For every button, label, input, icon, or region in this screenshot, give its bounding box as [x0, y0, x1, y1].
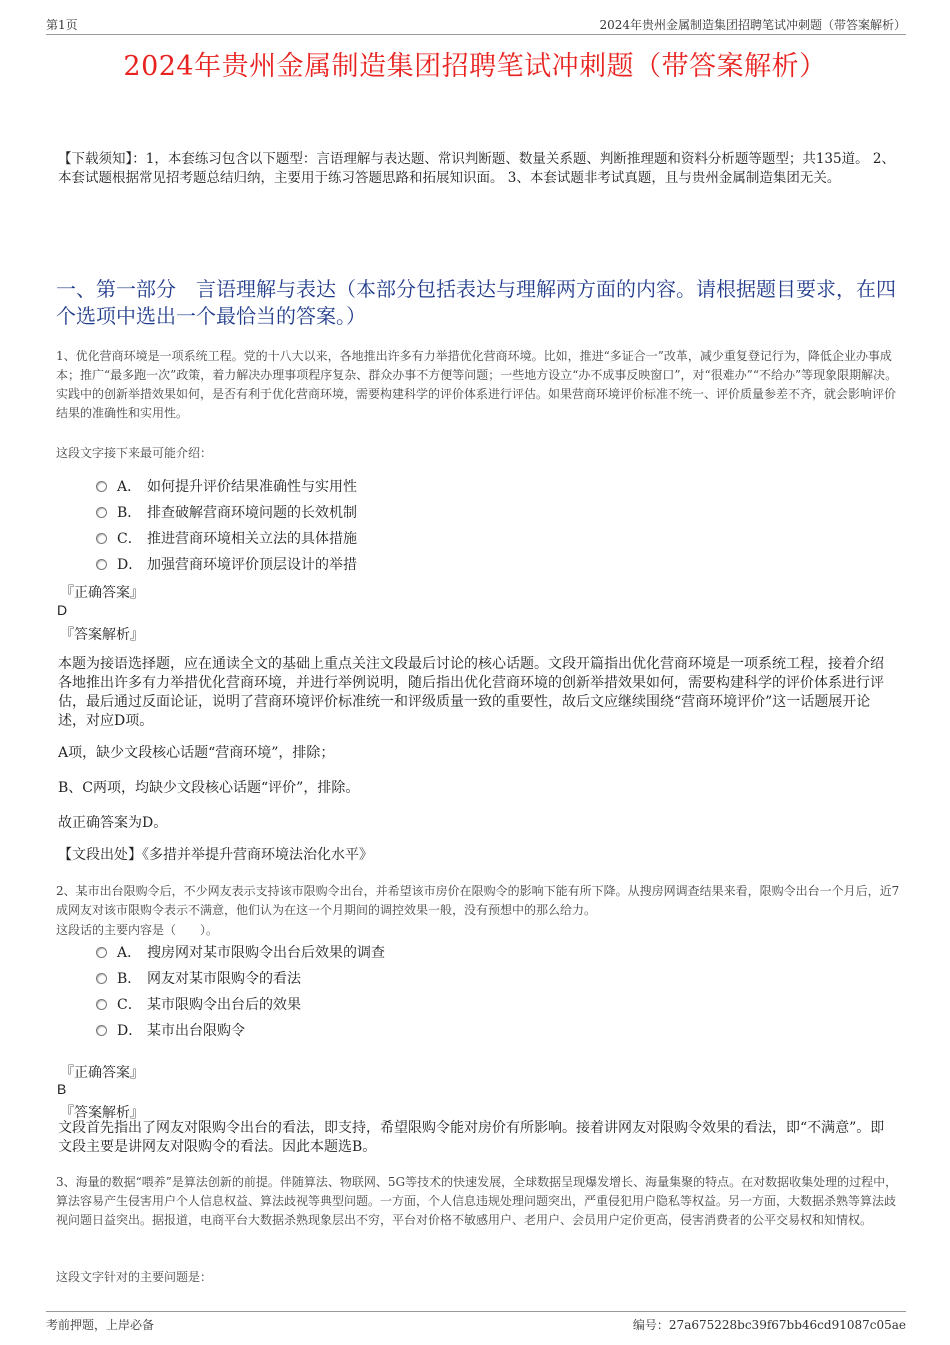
analysis-conclusion: 故正确答案为D。	[58, 815, 168, 831]
correct-answer-value: B	[57, 1081, 67, 1097]
radio-icon[interactable]	[96, 973, 107, 984]
page-header	[46, 14, 906, 35]
option-d[interactable]: D． 某市出台限购令	[96, 1017, 385, 1043]
header-doc-title: 2024年贵州金属制造集团招聘笔试冲刺题（带答案解析）	[599, 18, 906, 32]
radio-icon[interactable]	[96, 559, 107, 570]
page-number: 第1页	[46, 18, 78, 32]
footer-slogan: 考前押题，上岸必备	[46, 1318, 155, 1332]
question-2-text: 2、某市出台限购令后，不少网友表示支持该市限购令出台，并希望该市房价在限购令的影响下能有所下降。从搜房网调查结果来看，限购令出台一个月后，近7成网友对该市限购令表示不满意，他们认为在这一个月期间的调控效果一般，没有预想中的那么给力。	[56, 884, 900, 917]
analysis-note-bc: B、C两项，均缺少文段核心话题“评价”，排除。	[58, 780, 360, 796]
analysis-label: 『答案解析』	[60, 627, 144, 643]
source-citation: 【文段出处】《多措并举提升营商环境法治化水平》	[58, 847, 373, 863]
question-3-text: 3、海量的数据“喂养”是算法创新的前提。伴随算法、物联网、5G等技术的快速发展，全球数据呈现爆发增长、海量集聚的特点。在对数据收集处理的过程中，算法容易产生侵害用户个人信息权益、算法歧视等典型问题。一方面，个人信息违规处理问题突出，严重侵犯用户隐私等权益。另一方面，大数据杀熟等算法歧视问题日益突出。据报道，电商平台大数据杀熟现象层出不穷，平台对价格不敏感用户、老用户、会员用户定价更高，侵害消费者的公平交易权和知情权。	[56, 1175, 898, 1227]
radio-icon[interactable]	[96, 999, 107, 1010]
option-b[interactable]: B． 排查破解营商环境问题的长效机制	[96, 499, 357, 525]
question-2-options	[96, 939, 385, 1043]
option-a[interactable]: A． 搜房网对某市限购令出台后效果的调查	[96, 939, 385, 965]
question-2-analysis: 文段首先指出了网友对限购令出台的看法，即支持，希望限购令能对房价有所影响。接着讲网友对限购令效果的看法，即“不满意”。即文段主要是讲网友对限购令的看法。因此本题选B。	[58, 1120, 885, 1155]
analysis-label: 『答案解析』	[60, 1105, 144, 1121]
radio-icon[interactable]	[96, 1025, 107, 1036]
radio-icon[interactable]	[96, 507, 107, 518]
analysis-note-a: A项，缺少文段核心话题“营商环境”，排除；	[58, 745, 335, 761]
correct-answer-label: 『正确答案』	[60, 585, 144, 601]
document-title: 2024年贵州金属制造集团招聘笔试冲刺题（带答案解析）	[123, 51, 827, 82]
correct-answer-label: 『正确答案』	[60, 1065, 144, 1081]
option-b[interactable]: B． 网友对某市限购令的看法	[96, 965, 385, 991]
option-c[interactable]: C． 推进营商环境相关立法的具体措施	[96, 525, 357, 551]
question-1-text: 1、优化营商环境是一项系统工程。党的十八大以来，各地推出许多有力举措优化营商环境。比如，推进“多证合一”改革，减少重复登记行为，降低企业办事成本；推广“最多跑一次”政策，着力解决办理事项程序复杂、群众办事不方便等问题；一些地方设立“办不成事反映窗口”，对“很难办”“不给办”等现象限期解决。实践中的创新举措效果如何，是否有利于优化营商环境，需要构建科学的评价体系进行评估。如果营商环境评价标准不统一、评价质量参差不齐，就会影响评价结果的准确性和实用性。	[56, 349, 898, 420]
question-1-options	[96, 473, 357, 577]
radio-icon[interactable]	[96, 947, 107, 958]
radio-icon[interactable]	[96, 533, 107, 544]
question-3-prompt: 这段文字针对的主要问题是：	[56, 1270, 213, 1284]
question-2-prompt: 这段话的主要内容是（ ）。	[56, 923, 219, 937]
radio-icon[interactable]	[96, 481, 107, 492]
option-d[interactable]: D． 加强营商环境评价顶层设计的举措	[96, 551, 357, 577]
download-notice: 【下载须知】：1，本套练习包含以下题型：言语理解与表达题、常识判断题、数量关系题、判断推理题和资料分析题等题型；共135道。 2、本套试题根据常见招考题总结归纳，主要用于练习答题思路和拓展知识面。 3、本套试题非考试真题，且与贵州金属制造集团无关。	[58, 151, 895, 186]
question-1-prompt: 这段文字接下来最可能介绍：	[56, 446, 213, 460]
section-heading: 一、第一部分 言语理解与表达（本部分包括表达与理解两方面的内容。请根据题目要求，在四个选项中选出一个最恰当的答案。）	[56, 277, 896, 328]
option-a[interactable]: A． 如何提升评价结果准确性与实用性	[96, 473, 357, 499]
page-footer	[46, 1311, 906, 1334]
option-c[interactable]: C． 某市限购令出台后的效果	[96, 991, 385, 1017]
correct-answer-value: D	[57, 602, 68, 618]
document-code: 编号：27a675228bc39f67bb46cd91087c05ae	[632, 1318, 906, 1332]
question-1-analysis: 本题为接语选择题，应在通读全文的基础上重点关注文段最后讨论的核心话题。文段开篇指出优化营商环境是一项系统工程，接着介绍各地推出许多有力举措优化营商环境，并进行举例说明，随后指出优化营商环境的创新举措效果如何，需要构建科学的评价体系进行评估，最后通过反面论证，说明了营商环境评价标准统一和评级质量一致的重要性，故后文应继续围绕“营商环境评价”这一话题展开论述，对应D项。	[58, 656, 884, 729]
